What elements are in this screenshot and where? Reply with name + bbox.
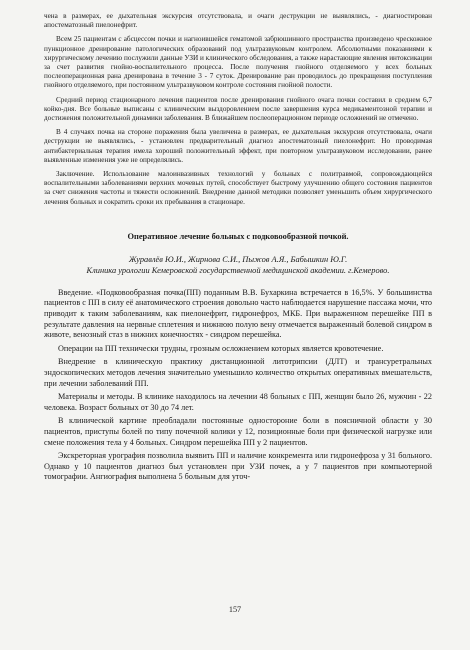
paragraph: Средний период стационарного лечения пациентов после дренирования гнойного очага почки составил в среднем 6,7 койко-дня. Все больные выписаны с клиническим выздоровлением после завершения курса медикаментозной терапии и достижения положительной динамики заболевания. В ближайшем послеоперационном периоде осложнений не отмечено. [44,95,432,123]
paragraph: Материалы и методы. В клинике находилось на лечении 48 больных с ПП, женщин было 26, мужчин - 22 человека. Возраст больных от 30 до 74 лет. [44,392,432,412]
article-body [44,288,432,483]
paragraph: Экскреторная урография позволила выявить ПП и наличие конкремента или гидронефроза у 31 больного. Однако у 10 пациентов диагноз был установлен при УЗИ почек, а у 7 пациентов при компьютерной томографии. Ангиография выполнена 5 больным для уточ- [44,451,432,482]
paragraph: В 4 случаях почка на стороне поражения была увеличена в размерах, ее дыхательная экскурсия отсутствовала, очаги деструкции не выявлялись, - установлен предварительный диагноз апостематозный пиелонефрит. Но проводимая антибактериальная терапия имела хороший положительный эффект, при повторном ультразвуковом исследовании, ранее выявленные изменения уже не определялись. [44,128,432,164]
paragraph: Заключение. Использование малоинвазивных технологий у больных с политравмой, сопровождающейся воспалительными заболеваниями верхних мочевых путей, способствует быстрому улучшению общего состояния пациентов за счет снижения частоты и тяжести осложнений. Внедрение данной методики позволяет уменьшить объем хирургического лечения больных и сократить сроки их пребывания в стационаре. [44,170,432,206]
section-continuation [44,12,432,207]
page-number: 157 [228,605,242,614]
paragraph: Операции на ПП технически трудны, грозным осложнением которых является кровотечение. [58,343,384,353]
article-authors: Журавлёв Ю.И., Жирнова С.И., Пыжов А.Я., Бабышкин Ю.Г. [128,254,348,264]
paragraph: В клинической картине преобладали постоянные одностороние боли в поясничной области у 30 пациентов, приступы болей по типу почечной колики у 12, позиционные боли при физической нагрузке или смене положения тела у 4 больных. Синдром перешейка ПП у 2 пациентов. [44,416,432,447]
paragraph: Всем 25 пациентам с абсцессом почки и нагноившейся гематомой забрюшинного пространства произведено чрескожное пункционное дренирование патологических образований под ультразвуковым контролем. Абсолютными показаниями к хирургическому лечению послужили данные УЗИ и клинического обследования, а также нарастающие явления интоксикации за счет развития гнойно-воспалительного процесса. После получения гнойного отделяемого у всех больных послеоперационная рана дренирована в течение 3 - 7 суток. Дренирование ран проводилось до прекращения поступления гнойного отделяемого, при постоянном ультразвуковом контроле состояния гнойной полости. [44,35,432,90]
paragraph: Введение. «Подковообразная почка(ПП) поданным В.В. Бухаркина встречается в 16,5%. У большинства пациентов с ПП в силу её анатомического строения довольно часто наблюдается нарушение пассажа мочи, что приводит к таким заболеваниям, как пиелонефрит, гидронефроз, МКБ. При выраженном перешейке ПП в результате давления на нервные сплетения и нижнюю полую вену отмечается выраженный болевой синдром в животе, венозный стаз в нижних конечностях - синдром перешейка. [44,287,432,340]
article-title: Оперативное лечение больных с подковообразной почкой. [127,231,349,241]
paragraph: чена в размерах, ее дыхательная экскурсия отсутствовала, и очаги деструкции не выявлялись, - диагностирован апостематозный пиелонефрит. [44,12,432,30]
article-affiliation: Клиника урологии Кемеровской государственной медицинской академии. г.Кемерово. [86,265,390,275]
paragraph: Внедрение в клиническую практику дистанционной литотрипсии (ДЛТ) и трансуретральных эндоскопических методов лечения значительно уменьшило количество открытых оперативных вмешательств, при лечении заболеваний ПП. [44,357,432,388]
